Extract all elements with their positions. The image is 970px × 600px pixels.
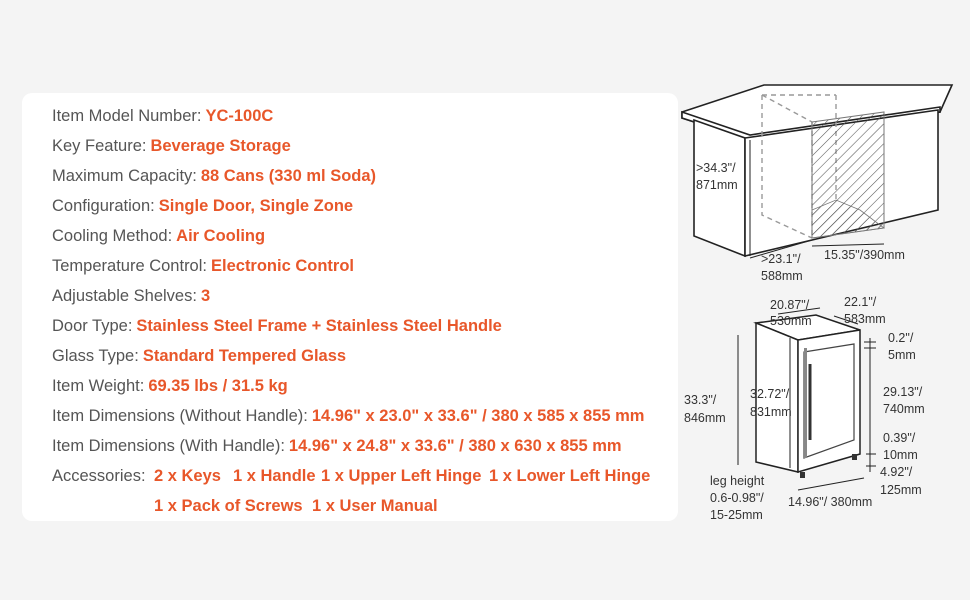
spec-row-glass xyxy=(52,346,346,366)
spec-label: Item Dimensions (Without Handle): xyxy=(52,407,308,425)
dim-leg-label: leg height xyxy=(710,474,765,488)
dim-total-h-mm: 846mm xyxy=(684,411,726,425)
spec-value: 14.96" x 23.0" x 33.6" / 380 x 585 x 855 mm xyxy=(311,407,645,425)
spec-row-model xyxy=(52,106,273,126)
dim-gap-in: 0.39"/ xyxy=(883,431,916,445)
spec-value: Single Door, Single Zone xyxy=(158,197,354,215)
dim-total-h-in: 33.3"/ xyxy=(684,393,717,407)
dim-door-h-in: 29.13"/ xyxy=(883,385,923,399)
dim-width: 15.35"/390mm xyxy=(824,248,905,262)
spec-value: Standard Tempered Glass xyxy=(142,347,347,365)
unit-dimension-diagram xyxy=(680,290,970,530)
spec-row-cooling xyxy=(52,226,265,246)
accessory-item: 1 x Pack of Screws xyxy=(154,497,303,515)
spec-label: Item Weight: xyxy=(52,377,145,395)
fridge-vent-strip xyxy=(804,348,807,458)
spec-label: Maximum Capacity: xyxy=(52,167,197,185)
dim-depth-in: >23.1"/ xyxy=(761,252,801,266)
dim-depth2-mm: 583mm xyxy=(844,312,886,326)
dim-depth1-in: 20.87"/ xyxy=(770,298,810,312)
accessory-item: 1 x User Manual xyxy=(312,497,438,515)
spec-label: Glass Type: xyxy=(52,347,139,365)
spec-row-dims-with-handle xyxy=(52,436,622,456)
spec-value: 69.35 lbs / 31.5 kg xyxy=(148,377,288,395)
dim-base-mm: 125mm xyxy=(880,483,922,497)
dim-height-mm: 871mm xyxy=(696,178,738,192)
accessory-item: 1 x Handle xyxy=(233,467,316,485)
spec-card xyxy=(22,93,678,521)
dim-width: 14.96"/ 380mm xyxy=(788,495,873,509)
spec-value: 14.96" x 24.8" x 33.6" / 380 x 630 x 855 mm xyxy=(288,437,622,455)
spec-value: Beverage Storage xyxy=(150,137,291,155)
dim-leg-in: 0.6-0.98"/ xyxy=(710,491,764,505)
spec-label: Key Feature: xyxy=(52,137,147,155)
spec-row-temperature xyxy=(52,256,354,276)
dim-depth1-mm: 530mm xyxy=(770,314,812,328)
spec-row-shelves xyxy=(52,286,210,306)
spec-value: 3 xyxy=(200,287,211,305)
accessory-item: 1 x Lower Left Hinge xyxy=(489,467,651,485)
fridge-foot xyxy=(800,472,805,478)
cabinet-diagram xyxy=(670,60,970,290)
dim-depth-mm: 588mm xyxy=(761,269,803,283)
dim-inner-h-mm: 831mm xyxy=(750,405,792,419)
spec-row-door xyxy=(52,316,502,336)
dim-leg-mm: 15-25mm xyxy=(710,508,763,522)
accessory-item: 1 x Upper Left Hinge xyxy=(321,467,482,485)
spec-value: Stainless Steel Frame + Stainless Steel Handle xyxy=(136,317,502,335)
spec-label: Cooling Method: xyxy=(52,227,173,245)
accessory-item: 2 x Keys xyxy=(154,467,221,485)
spec-label: Adjustable Shelves: xyxy=(52,287,197,305)
dim-depth2-in: 22.1"/ xyxy=(844,295,877,309)
dim-height-in: >34.3"/ xyxy=(696,161,736,175)
spec-value: Air Cooling xyxy=(176,227,266,245)
dim-inner-h-in: 32.72"/ xyxy=(750,387,790,401)
spec-label: Item Dimensions (With Handle): xyxy=(52,437,285,455)
dim-gap-mm: 10mm xyxy=(883,448,918,462)
spec-label: Item Model Number: xyxy=(52,107,202,125)
dim-door-h-mm: 740mm xyxy=(883,402,925,416)
spec-row-weight xyxy=(52,376,288,396)
spec-label: Door Type: xyxy=(52,317,133,335)
spec-value: YC-100C xyxy=(205,107,274,125)
spec-row-capacity xyxy=(52,166,376,186)
spec-row-accessories xyxy=(52,466,146,486)
spec-value: Electronic Control xyxy=(211,257,355,275)
fridge-foot xyxy=(852,454,857,460)
dim-top-mm: 5mm xyxy=(888,348,916,362)
spec-row-dims-without-handle xyxy=(52,406,644,426)
spec-value: 88 Cans (330 ml Soda) xyxy=(200,167,377,185)
dim-base-in: 4.92"/ xyxy=(880,465,913,479)
dim-top-in: 0.2"/ xyxy=(888,331,914,345)
spec-label: Temperature Control: xyxy=(52,257,207,275)
spec-label: Configuration: xyxy=(52,197,155,215)
spec-label: Accessories: xyxy=(52,467,146,485)
spec-row-feature xyxy=(52,136,291,156)
spec-row-configuration xyxy=(52,196,353,216)
